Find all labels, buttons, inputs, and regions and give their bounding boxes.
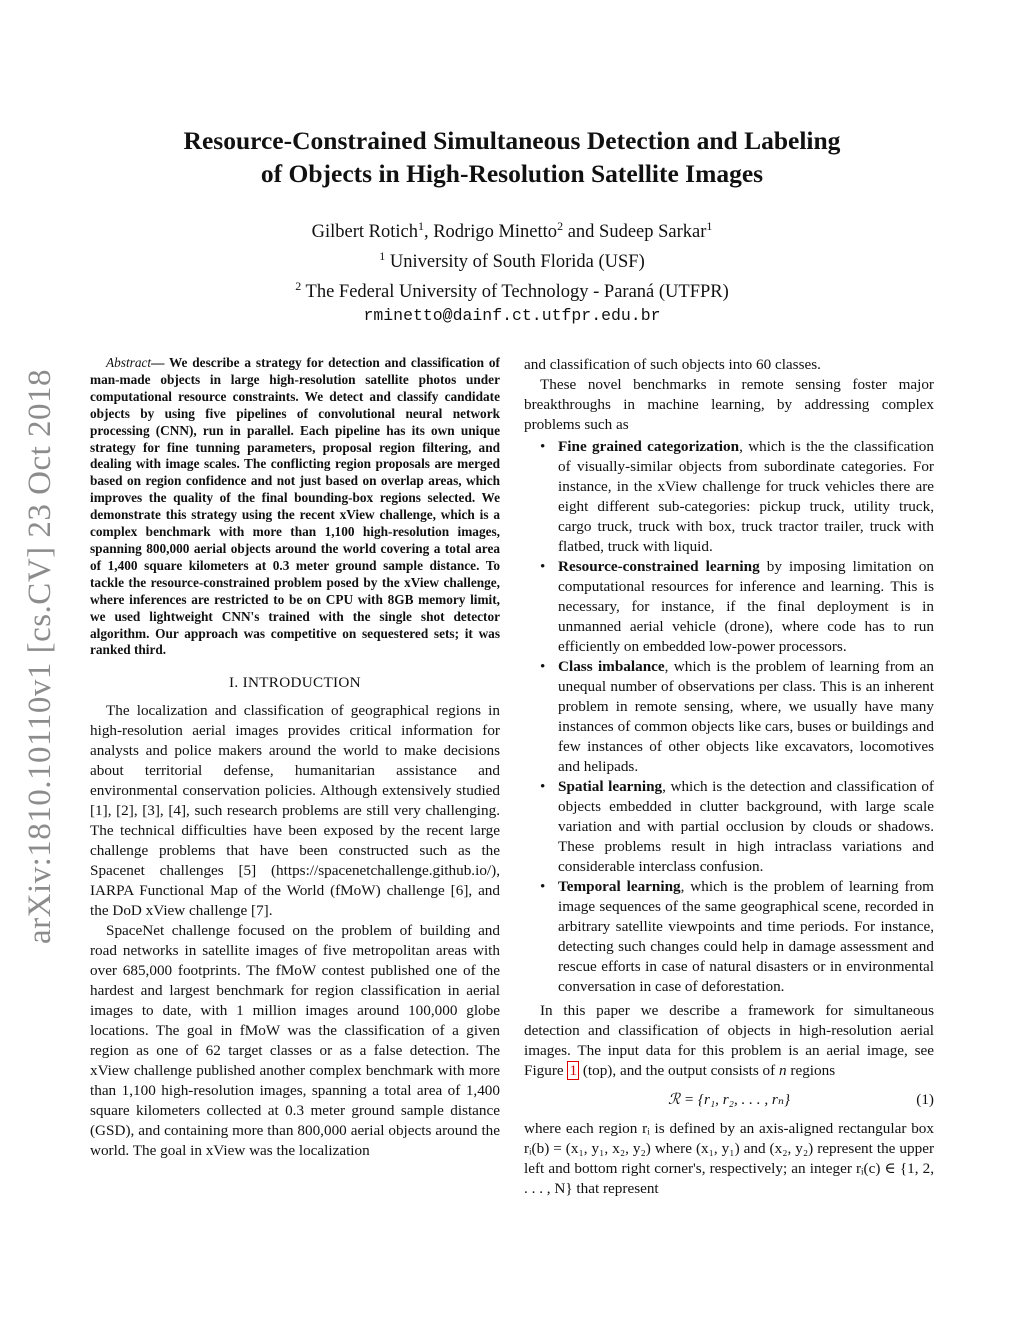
list-item-heading: Class imbalance [558,658,665,675]
left-column [90,355,500,1161]
paragraph-text: In this paper we describe a framework for simultaneous detection and classification of objects in high-resolution aerial images. The input data for this problem is an aerial image, see Figure [524,1002,934,1079]
affiliation-marker: 1 [417,219,424,233]
affiliation-2 [90,274,934,304]
list-item [524,877,934,997]
author-separator: and [563,222,600,243]
equation-1 [524,1090,934,1110]
list-item [524,657,934,777]
author-separator: , [423,222,434,243]
author-name: Gilbert Rotich [311,222,418,243]
section-heading-introduction: I. INTRODUCTION [229,674,361,692]
bullet-icon: • [540,438,546,455]
affiliation-text: The Federal University of Technology - Paraná (UTFPR) [305,282,729,303]
list-item-heading: Fine grained categorization [558,438,740,455]
region-definition-paragraph: where each region rᵢ is defined by an axis-aligned rectangular box rᵢ(b) = (x₁, y₁, x₂, y₂) where (x₁, y₁) and (x₂, y₂) represent the upper left and bottom right corner's, respectively; an integer rᵢ(c) ∈ {1, 2, . . . , N} that represent [524,1120,934,1197]
affiliation-marker: 2 [295,279,302,294]
author-name: Rodrigo Minetto [433,222,558,243]
title-line-2: of Objects in High-Resolution Satellite Images [260,159,764,188]
bullet-icon: • [540,878,546,895]
list-item-text: , which is the detection and classification of objects embedded in clutter background, with large scale variation and with partial occlusion by clouds or shadows. These problems result in high intraclass variations and considerable interclass confusion. [558,778,934,875]
bullet-icon: • [540,778,546,795]
author-block [90,214,934,328]
list-item [524,557,934,657]
figure-reference-link[interactable]: 1 [569,1062,578,1079]
list-item-heading: Spatial learning [558,778,663,795]
problem-list [524,437,934,997]
title-line-1: Resource-Constrained Simultaneous Detection and Labeling [183,126,841,155]
affiliation-marker: 2 [557,219,564,233]
affiliation-1 [90,244,934,274]
abstract [90,355,500,659]
bullet-icon: • [540,658,546,675]
list-item-text: , which is the problem of learning from image sequences of the same geographical scene, recorded in arbitrary satellite viewpoints and time periods. For instance, detecting such changes could help in damage assessment and rescue efforts in case of natural disasters or in environmental conversation in case of deforestation. [558,878,934,995]
equation-body: ℛ = {r₁, r₂, . . . , rₙ} [667,1091,791,1108]
list-item-heading: Resource-constrained learning [558,558,760,575]
list-item-text: , which is the problem of learning from an unequal number of observations per class. This is an inherent problem in remote sensing, where, we usually have many instances of common objects like cars, buses or buildings and few instances of other objects like excavators, locomotives and helipads. [558,658,934,775]
right-column [524,355,934,1199]
bullet-icon: • [540,558,546,575]
framework-paragraph [524,1001,934,1081]
affiliation-marker: 1 [379,249,386,264]
affiliation-marker: 1 [706,219,713,233]
continued-paragraph: and classification of such objects into 60 classes. [524,356,821,373]
list-item [524,777,934,877]
intro-paragraph-2: SpaceNet challenge focused on the problem of building and road networks in satellite images of five metropolitan areas with over 685,000 footprints. The fMoW contest published one of the hardest and largest benchmark for region classification in aerial images to date, with 1 million images around 100,000 globe locations. The goal in fMoW was the classification of a given region as one of 62 target classes or as a false detection. The xView challenge published another complex benchmark with more than 1,100 high-resolution images, spanning a total area of 1,400 square kilometers collected at 0.3 meter ground sample distance (GSD), and containing more than 800,000 aerial objects around the world. The goal in xView was the localization [90,922,500,1160]
abstract-text: — We describe a strategy for detection and classification of man-made objects in large high-resolution satellite photos under computational resource constraints. We detect and classify candidate objects by using five pipelines of convolutional neural network processing (CNN), run in parallel. Each pipeline has its own unique strategy for fine tunning parameters, proposal region filtering, and dealing with image scales. The conflicting region proposals are merged based on region confidence and not just based on overlap areas, which improves the quality of the final bounding-box regions selected. We demonstrate this strategy using the recent xView challenge, which is a complex benchmark with more than 1,100 high-resolution images, spanning 800,000 aerial objects around the world covering a total area of 1,400 square kilometers at 0.3 meter ground sample distance. To tackle the resource-constrained problem posed by the xView challenge, where inferences are restricted to be on CPU with 8GB memory limit, we used lightweight CNN's trained with the single shot detector algorithm. Our approach was competitive on sequestered sets; it was ranked third. [90,355,500,658]
affiliation-text: University of South Florida (USF) [389,252,645,273]
list-item-text: , which is the the classification of visually-similar objects from subordinate categories. For instance, in the xView challenge for truck vehicles there are eight different sub-categories: pickup truck, utility truck, cargo truck, truck with box, truck tractor trailer, truck with flatbed, truck with liquid. [558,438,934,555]
list-item-heading: Temporal learning [558,878,681,895]
list-item [524,437,934,557]
intro-paragraph-1: The localization and classification of geographical regions in high-resolution aerial images provides critical information for analysts and police makers around the world to make decisions about territorial defense, humanitarian assistance and environmental conservation policies. Although extensively studied [1], [2], [3], [4], such research problems are still very challenging. The technical difficulties have been exposed by the recent large challenge problems that have been constructed such as the Spacenet challenges [5] (https://spacenetchallenge.github.io/), IARPA Functional Map of the World (fMoW) challenge [6], and the DoD xView challenge [7]. [90,702,500,920]
abstract-label: Abstract [106,355,152,370]
list-item-text: by imposing limitation on computational resources for inference and learning. This is necessary, for instance, if the final deployment is in unmanned aerial vehicle (drone), where code has to run efficiently on embedded low-power processors. [558,558,934,655]
equation-number: (1) [916,1091,934,1108]
contact-email: rminetto@dainf.ct.utfpr.edu.br [363,306,661,326]
paragraph-text: regions [786,1062,836,1079]
math-variable: n [779,1062,787,1079]
paragraph-text: (top), and the output consists of [579,1062,779,1079]
benchmarks-paragraph: These novel benchmarks in remote sensing foster major breakthroughs in machine learning, by addressing complex problems such as [524,376,934,433]
author-name: Sudeep Sarkar [599,222,707,243]
arxiv-identifier-stamp: arXiv:1810.10110v1 [cs.CV] 23 Oct 2018 [22,368,58,944]
paper-title [90,124,934,190]
author-names [90,214,934,244]
